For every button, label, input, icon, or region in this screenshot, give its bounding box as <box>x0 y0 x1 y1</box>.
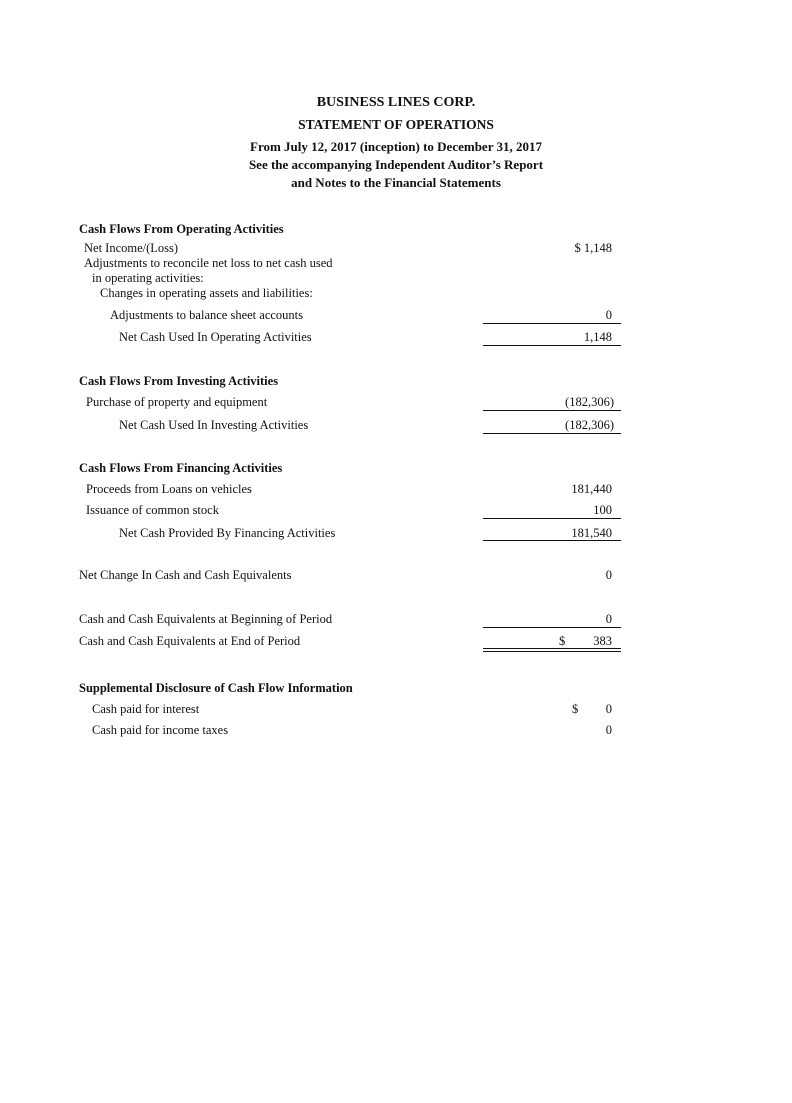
interest-paid-label: Cash paid for interest <box>92 702 200 716</box>
purchase-property-value: (182,306) <box>565 395 614 409</box>
net-income-label: Net Income/(Loss) <box>84 241 179 255</box>
financing-net-cash-value: 181,540 <box>571 526 612 540</box>
balance-adjustments-value: 0 <box>605 308 612 322</box>
total-rule <box>483 345 621 346</box>
cash-end-label: Cash and Cash Equivalents at End of Period <box>79 634 301 648</box>
purchase-property-label: Purchase of property and equipment <box>86 395 268 409</box>
grand-total-double-rule <box>483 648 621 652</box>
subtotal-rule <box>483 518 621 519</box>
auditor-note: See the accompanying Independent Auditor’s Report <box>248 157 544 172</box>
financing-section-title: Cash Flows From Financing Activities <box>79 461 283 475</box>
operating-section-title: Cash Flows From Operating Activities <box>79 222 284 236</box>
net-change-value: 0 <box>605 568 612 582</box>
net-income-value: $ 1,148 <box>574 241 612 255</box>
income-taxes-value: 0 <box>605 723 612 737</box>
statement-title: STATEMENT OF OPERATIONS <box>298 117 494 132</box>
cash-beginning-label: Cash and Cash Equivalents at Beginning of Period <box>79 612 333 626</box>
loans-value: 181,440 <box>571 482 612 496</box>
balance-adjustments-label: Adjustments to balance sheet accounts <box>110 308 303 322</box>
loans-label: Proceeds from Loans on vehicles <box>86 482 252 496</box>
investing-section-title: Cash Flows From Investing Activities <box>79 374 279 388</box>
changes-label: Changes in operating assets and liabilities: <box>100 286 313 300</box>
cash-end-currency: $ <box>559 634 566 648</box>
interest-currency: $ <box>572 702 579 716</box>
statement-period: From July 12, 2017 (inception) to December 31, 2017 <box>250 139 542 154</box>
financing-net-cash-label: Net Cash Provided By Financing Activities <box>119 526 336 540</box>
operating-net-cash-label: Net Cash Used In Operating Activities <box>119 330 312 344</box>
subtotal-rule <box>483 627 621 628</box>
operating-net-cash-value: 1,148 <box>583 330 612 344</box>
investing-net-cash-label: Net Cash Used In Investing Activities <box>119 418 309 432</box>
common-stock-value: 100 <box>593 503 612 517</box>
income-taxes-label: Cash paid for income taxes <box>92 723 229 737</box>
cash-beginning-value: 0 <box>605 612 612 626</box>
common-stock-label: Issuance of common stock <box>86 503 219 517</box>
total-rule <box>483 433 621 434</box>
interest-paid-value: 0 <box>605 702 612 716</box>
adjustments-label-line2: in operating activities: <box>92 271 204 285</box>
adjustments-label-line1: Adjustments to reconcile net loss to net cash used <box>84 256 333 270</box>
notes-reference: and Notes to the Financial Statements <box>291 175 501 190</box>
cash-end-value: 383 <box>593 634 612 648</box>
subtotal-rule <box>483 410 621 411</box>
investing-net-cash-value: (182,306) <box>565 418 614 432</box>
subtotal-rule <box>483 323 621 324</box>
total-rule <box>483 540 621 541</box>
net-change-label: Net Change In Cash and Cash Equivalents <box>79 568 292 582</box>
supplemental-section-title: Supplemental Disclosure of Cash Flow Information <box>79 681 353 695</box>
company-name: BUSINESS LINES CORP. <box>316 95 476 110</box>
